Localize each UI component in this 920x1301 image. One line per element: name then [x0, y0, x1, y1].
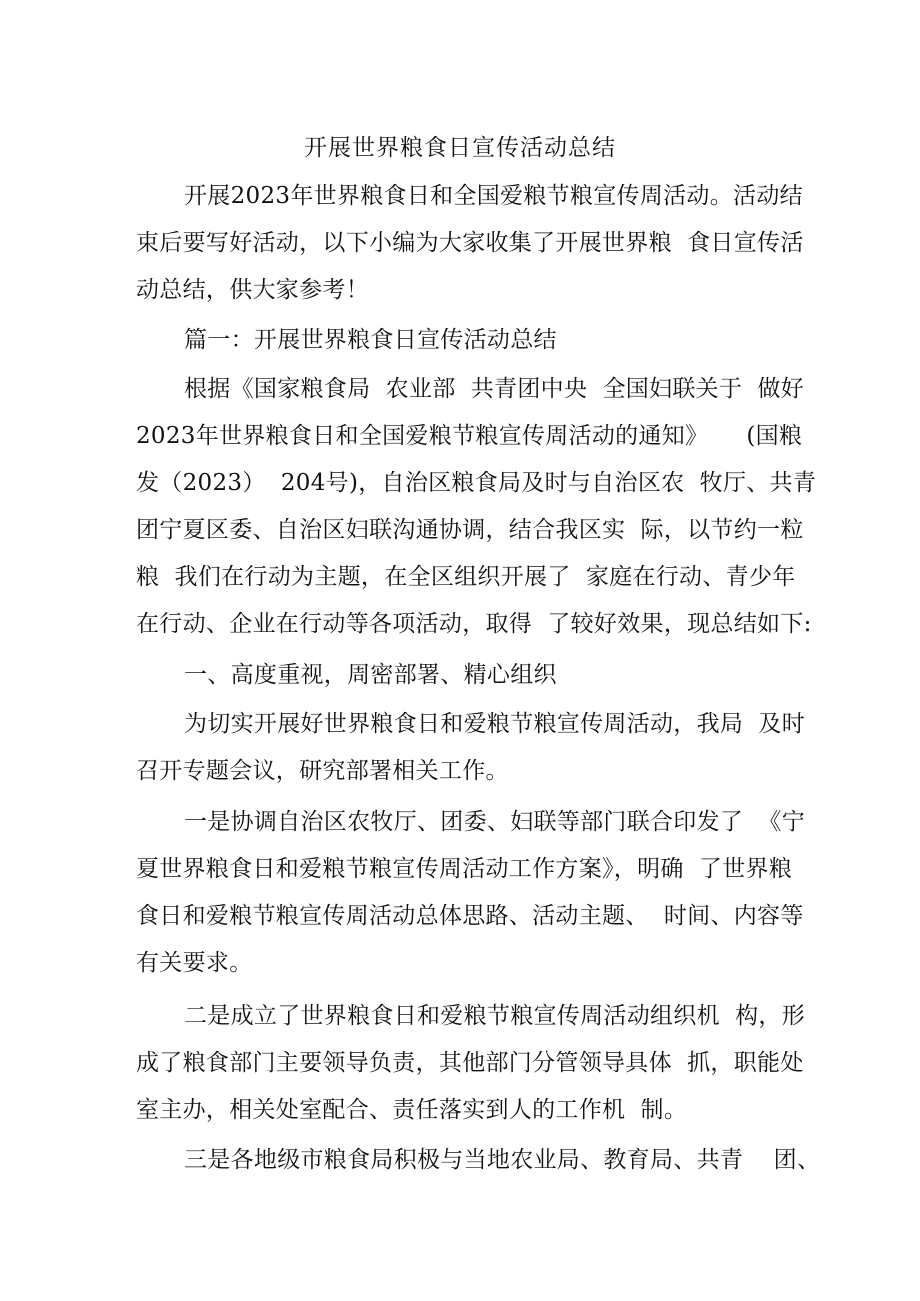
paragraph-line: 有关要求。 [136, 950, 253, 976]
document-title: 开展世界粮食日宣传活动总结 [304, 135, 616, 161]
paragraph-line: 二是成立了世界粮食日和爱粮节粮宣传周活动组织机 构，形 [184, 1003, 806, 1029]
paragraph-line: 发（2023） 204号)，自治区粮食局及时与自治区农 牧厅、共青 [136, 470, 817, 496]
paragraph-line: 动总结，供大家参考！ [136, 277, 369, 303]
paragraph-line: 为切实开展好世界粮食日和爱粮节粮宣传周活动，我局 及时 [184, 711, 806, 737]
paragraph-line: 粮 我们在行动为主题，在全区组织开展了 家庭在行动、青少年 [136, 564, 796, 590]
section-heading: 篇一：开展世界粮食日宣传活动总结 [184, 327, 557, 353]
paragraph-line: 束后要写好活动，以下小编为大家收集了开展世界粮 食日宣传活 [136, 230, 804, 256]
paragraph-line: 三是各地级市粮食局积极与当地农业局、教育局、共青 团、 [184, 1147, 821, 1173]
paragraph-line: 开展2023年世界粮食日和全国爱粮节粮宣传周活动。活动结 [184, 183, 803, 209]
paragraph-line: 一是协调自治区农牧厅、团委、妇联等部门联合印发了 《宁 [184, 809, 806, 835]
paragraph-line: 根据《国家粮食局 农业部 共青团中央 全国妇联关于 做好 [184, 376, 805, 402]
paragraph-line: 室主办，相关处室配合、责任落实到人的工作机 制。 [136, 1097, 688, 1123]
section-heading: 一、高度重视，周密部署、精心组织 [184, 662, 557, 688]
paragraph-line: 团宁夏区委、自治区妇联沟通协调，结合我区实 际，以节约一粒 [136, 517, 804, 543]
paragraph-line: 夏世界粮食日和爱粮节粮宣传周活动工作方案》，明确 了世界粮 [136, 856, 793, 882]
paragraph-line: 食日和爱粮节粮宣传周活动总体思路、活动主题、 时间、内容等 [136, 903, 804, 929]
paragraph-line: 2023年世界粮食日和全国爱粮节粮宣传周活动的通知》 (国粮 [136, 423, 803, 449]
paragraph-line: 在行动、企业在行动等各项活动，取得 了较好效果，现总结如下: [136, 611, 812, 637]
paragraph-line: 成了粮食部门主要领导负责，其他部门分管领导具体 抓，职能处 [136, 1050, 804, 1076]
paragraph-line: 召开专题会议，研究部署相关工作。 [136, 758, 509, 784]
